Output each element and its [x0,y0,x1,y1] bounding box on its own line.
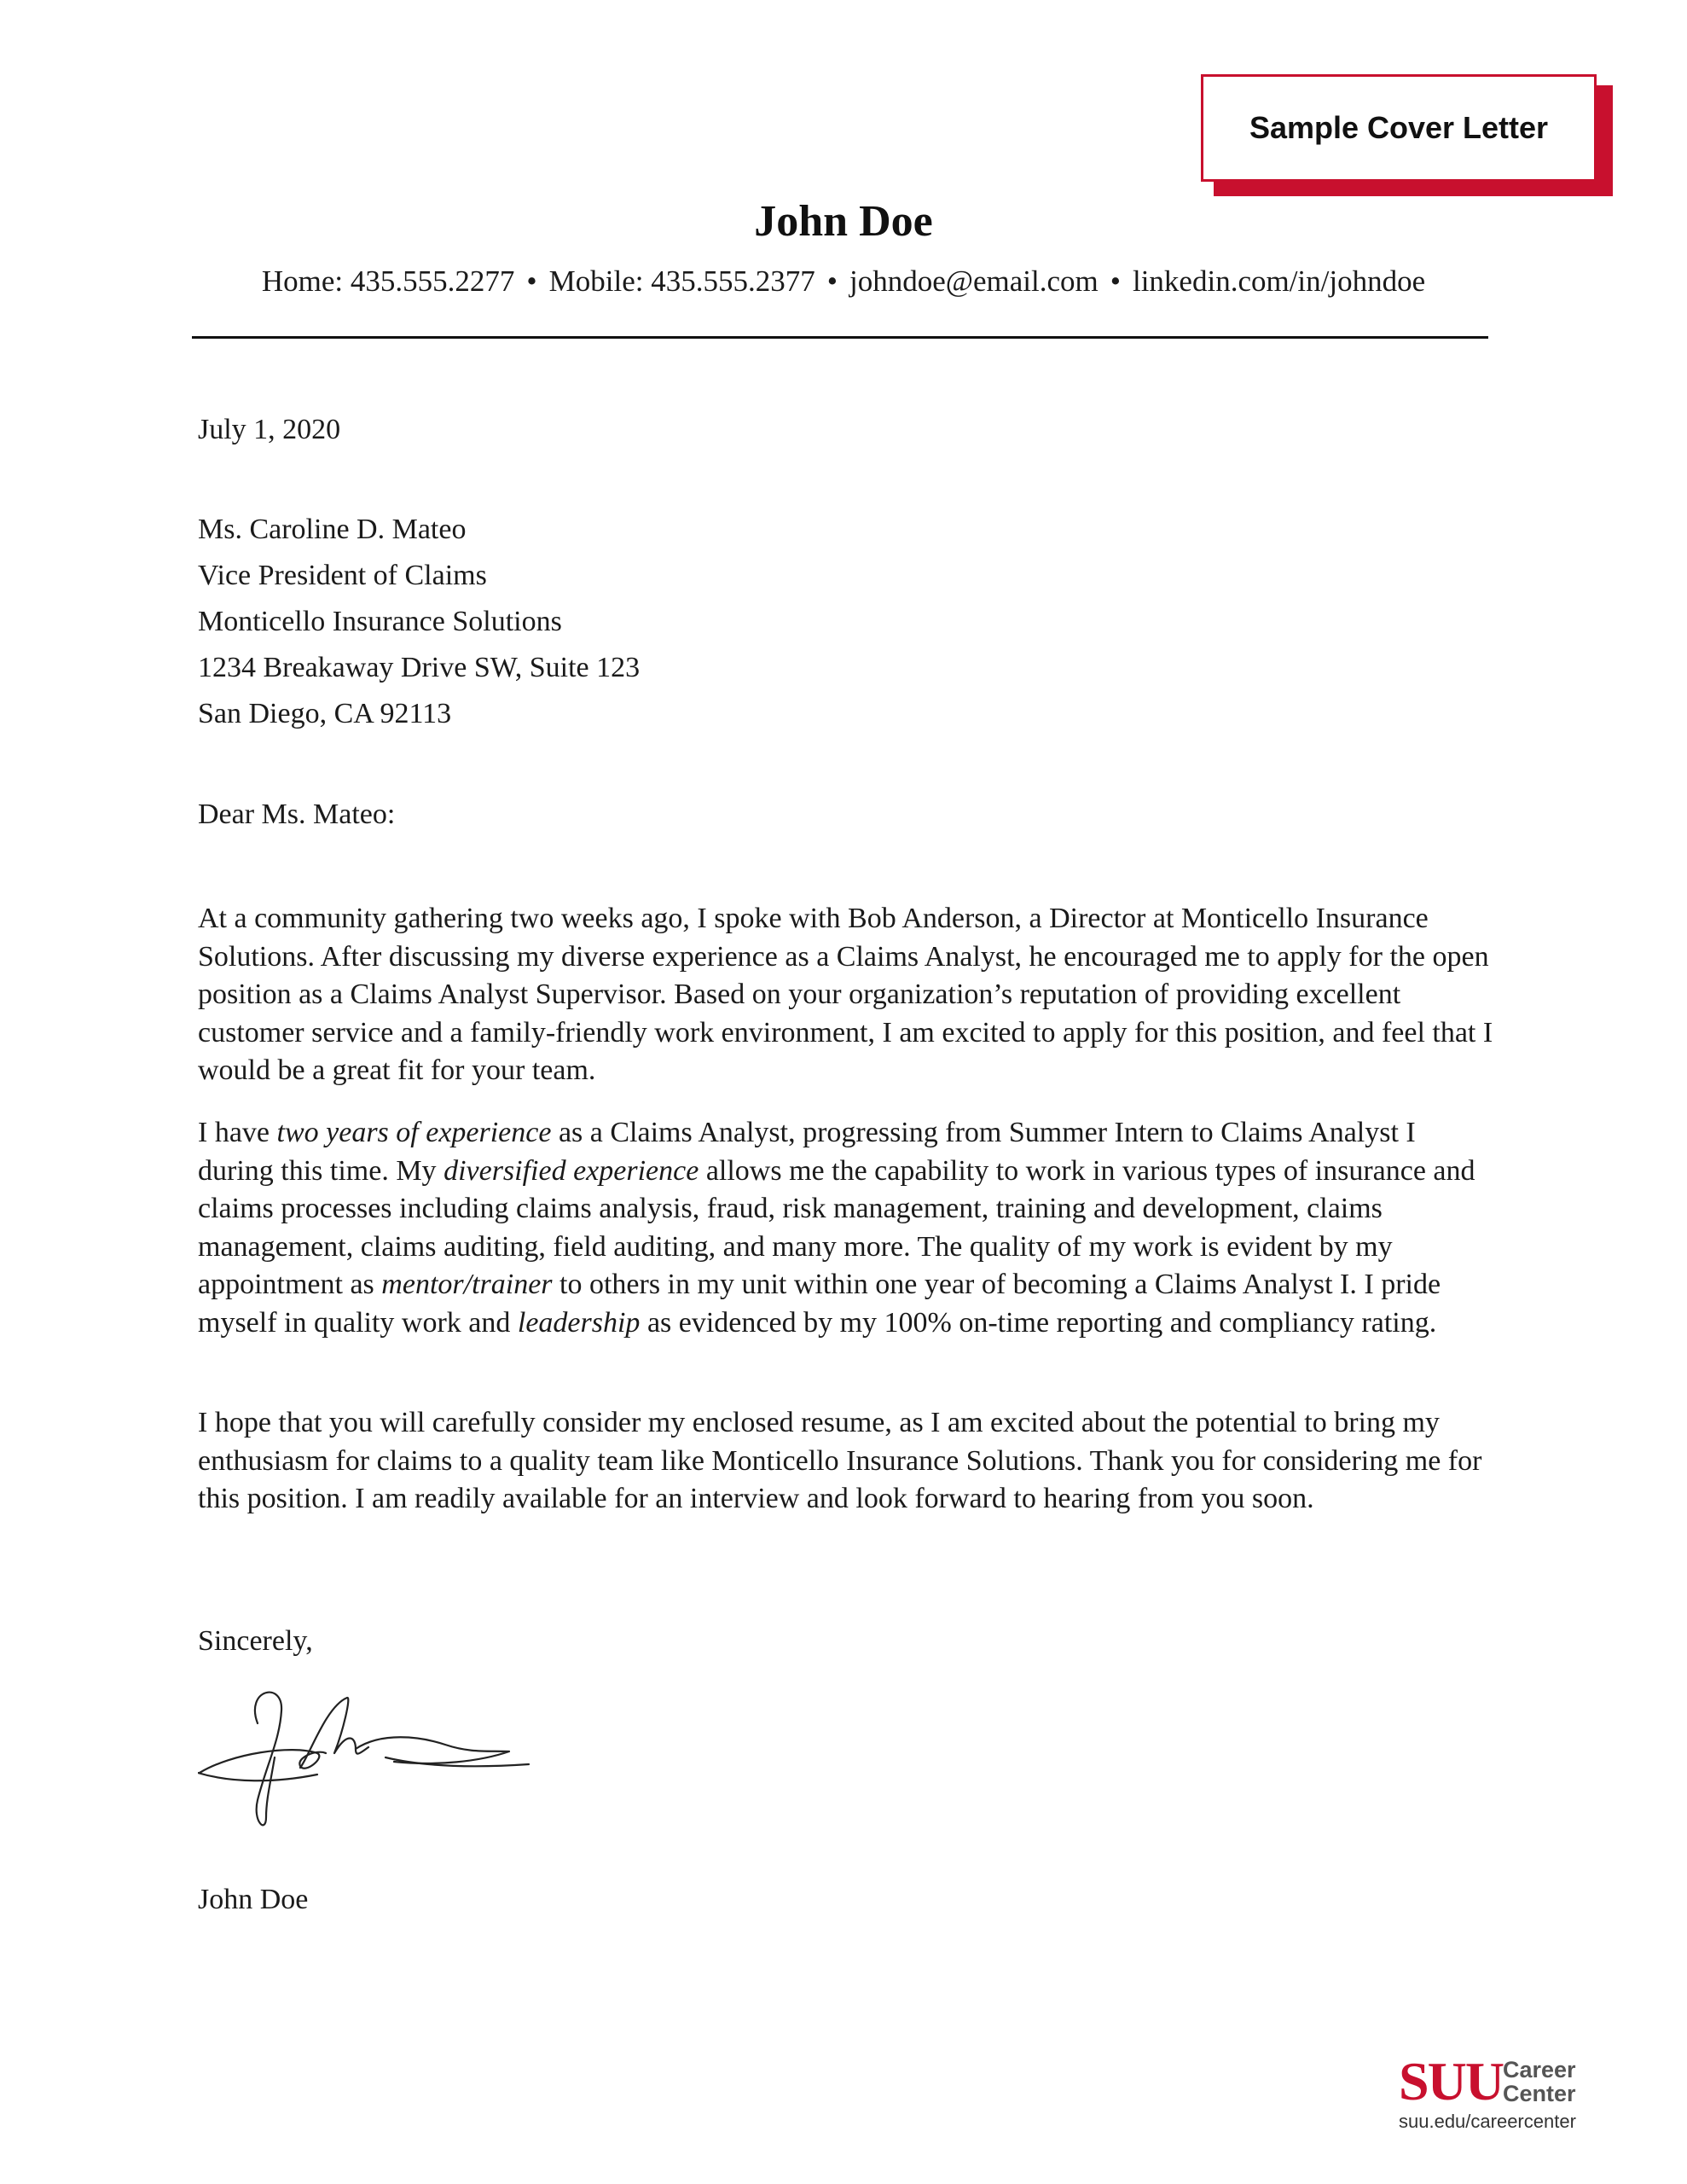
p2-emphasis: leadership [517,1306,641,1339]
logo-line-2: Center [1503,2081,1576,2106]
email-address: johndoe@email.com [849,264,1099,298]
body-paragraph-3 [198,1404,1494,1519]
recipient-street: 1234 Breakaway Drive SW, Suite 123 [198,652,641,683]
career-center-url: suu.edu/careercenter [1399,2111,1576,2132]
recipient-block [198,507,640,737]
p2-text: as evidenced by my 100% on-time reporting and compliancy rating. [640,1306,1437,1339]
career-center-label [1503,2058,1576,2106]
separator: • [526,264,537,298]
applicant-name: John Doe [754,197,933,246]
p2-text: as a Claims Analyst, progressing from Summer Intern to Claims Analyst I during this time. My [198,1117,1416,1187]
recipient-city: San Diego, CA 92113 [198,698,452,729]
p2-text: allows me the capability to work in various types of insurance and claims processes including claims analysis, fraud, risk management, training and development, claims management, claims auditing, field auditing, and many more. The quality of my work is evident by my appointment as [198,1154,1475,1300]
recipient-company: Monticello Insurance Solutions [198,606,562,637]
salutation: Dear Ms. Mateo: [198,799,396,830]
closing: Sincerely, [198,1625,313,1657]
p2-emphasis: diversified experience [443,1154,699,1187]
body-paragraph-1 [198,900,1494,1090]
home-phone: Home: 435.555.2277 [261,264,515,298]
handwritten-signature [198,1672,530,1851]
p2-emphasis: mentor/trainer [381,1269,553,1300]
mobile-phone: Mobile: 435.555.2377 [548,264,815,298]
paragraph-3-text: I hope that you will carefully consider my enclosed resume, as I am excited about the potential to bring my enthusiasm for claims to a quality team like Monticello Insurance Solutions. Thank you for considering me for this position. I am readily available for an interview and look forward to hearing from you soon. [198,1407,1482,1514]
logo-line-1: Career [1503,2057,1576,2082]
body-paragraph-2 [198,1114,1494,1342]
sample-cover-letter-tag: Sample Cover Letter [1201,74,1597,182]
contact-line [0,264,1687,299]
suu-career-center-logo [1399,2051,1595,2140]
p2-emphasis: two years of experience [276,1117,552,1148]
header-divider [192,336,1488,339]
linkedin-url: linkedin.com/in/johndoe [1132,264,1426,298]
paragraph-1-text: At a community gathering two weeks ago, I spoke with Bob Anderson, a Director at Monticello Insurance Solutions. After discussing my diverse experience as a Claims Analyst, he encouraged me to apply for the open position as a Claims Analyst Supervisor. Based on your organization’s reputation of providing excellent customer service and a family-friendly work environment, I am excited to apply for this position, and feel that I would be a great fit for your team. [198,903,1493,1086]
separator: • [826,264,838,298]
suu-wordmark: SUU [1399,2051,1504,2111]
p2-text: to others in my unit within one year of becoming a Claims Analyst I. I pride myself in quality work and [198,1269,1441,1339]
recipient-title: Vice President of Claims [198,560,487,591]
separator: • [1110,264,1121,298]
letter-date: July 1, 2020 [198,414,341,445]
p2-text: I have [198,1117,277,1148]
recipient-name: Ms. Caroline D. Mateo [198,514,467,545]
signature-name: John Doe [198,1884,309,1915]
